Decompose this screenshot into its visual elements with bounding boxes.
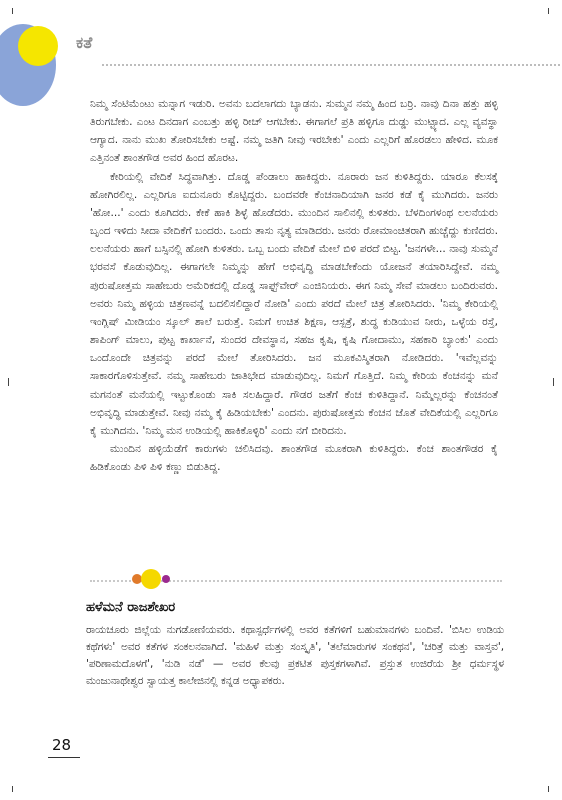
- crop-mark: [12, 786, 13, 792]
- story-paragraph: ನಿಮ್ಮ ಸೆಂಟಿಮೆಂಟು ಮನ್ನಾಗ ಇಡುರಿ. ಅವನು ಬದಲಾಗದು ಬ್ಯಾಡನು. ಸುಮ್ಮನ ನಮ್ಮ ಹಿಂದ ಬರ್ರಿ. ನಾವು ದಿನಾ ಹತ್ತು ಹಳ್ಳಿ ತಿರುಗಬೇಕು. ಎಂಟ ದಿನದಾಗ ಎಂಬತ್ತು ಹಳ್ಳಿ ರೀಚ್ ಆಗಬೇಕು. ಈಗಾಗಲೆ ಪ್ರತಿ ಹಳ್ಳಿಗೂ ದುಡ್ಡು ಮುಟ್ಟ್ಯಾದ. ಎಲ್ಲ ವ್ಯವಸ್ಥಾ ಆಗ್ಯಾದ. ನಾನು ಮುಖ ತೋರಿಸಬೇಕು ಅಷ್ಟೆ. ನಮ್ಮ ಜತಿಗಿ ನೀವು ಇರಬೇಕು' ಎಂದು ಎಲ್ಲರಿಗೆ ಹೊರಡಲು ಹೇಳಿದ. ಮೂಕ ಎತ್ತಿನಂತೆ ಶಾಂತಗೌಡ ಅವರ ಹಿಂದ ಹೊರಟ.: [90, 98, 498, 165]
- story-paragraph: ಕೇರಿಯಲ್ಲಿ ವೇದಿಕೆ ಸಿದ್ಧವಾಗಿತ್ತು. ದೊಡ್ಡ ಪೆಂಡಾಲು ಹಾಕಿದ್ದರು. ನೂರಾರು ಜನ ಕುಳಿತಿದ್ದರು. ಯಾರೂ ಕೆಲಸಕ್ಕೆ ಹೋಗಿರಲಿಲ್ಲ. ಎಲ್ಲರಿಗೂ ಐದುನೂರು ಕೊಟ್ಟಿದ್ದರು. ಬಂದವರೇ ಕೆಂಚನಾದಿಯಾಗಿ ಜನರ ಕಡೆ ಕೈ ಮುಗಿದರು. ಜನರು 'ಹೋ...' ಎಂದು ಕೂಗಿದರು. ಕೇಕೆ ಹಾಕಿ ಶಿಳ್ಳೆ ಹೊಡೆದರು. ಮುಂದಿನ ಸಾಲಿನಲ್ಲಿ ಕುಳಿತರು. ಬೆಳದಿಂಗಳಂಥ ಲಲನೆಯರು ಬೃಂದ ಇಳಿದು ಸೀದಾ ವೇದಿಕೆಗೆ ಬಂದರು. ಒಂದು ತಾಸು ನೃತ್ಯ ಮಾಡಿದರು. ಜನರು ರೋಮಾಂಚಿತರಾಗಿ ಹುಚ್ಚೆದ್ದು ಕುಣಿದರು. ಲಲನೆಯರು ಹಾಗೆ ಬಸ್ಸಿನಲ್ಲಿ ಹೋಗಿ ಕುಳಿತರು. ಒಬ್ಬ ಬಂದು ವೇದಿಕೆ ಮೇಲೆ ಬಿಳಿ ಪರದೆ ಬಿಟ್ಟ. 'ಜನಗಳೇ... ನಾವು ಸುಮ್ಮನೆ ಭರವಸೆ ಕೊಡುವುದಿಲ್ಲ. ಈಗಾಗಲೇ ನಿಮ್ಮನ್ನು ಹೇಗೆ ಅಭಿವೃದ್ಧಿ ಮಾಡಬೇಕೆಂದು ಯೋಜನೆ ತಯಾರಿಸಿದ್ದೇವೆ. ನಮ್ಮ ಪುರುಷೋತ್ತಮ ಸಾಹೇಬರು ಅಮೆರಿಕದಲ್ಲಿ ದೊಡ್ಡ ಸಾಫ್ಟ್‌ವೇರ್ ಎಂಜಿನಿಯರು. ಈಗ ನಿಮ್ಮ ಸೇವೆ ಮಾಡಲು ಬಂದಿರುವರು. ಅವರು ನಿಮ್ಮ ಹಳ್ಳಿಯ ಚಿತ್ರಣವನ್ನೆ ಬದಲಿಸಲಿದ್ದಾರೆ ನೋಡಿ' ಎಂದು ಪರದೆ ಮೇಲೆ ಚಿತ್ರ ತೋರಿಸಿದರು. 'ನಿಮ್ಮ ಕೇರಿಯಲ್ಲಿ ಇಂಗ್ಲಿಷ್ ಮೀಡಿಯಂ ಸ್ಕೂಲ್ ಶಾಲೆ ಬರುತ್ತೆ. ನಿಮಗೆ ಉಚಿತ ಶಿಕ್ಷಣ, ಆಸ್ಪತ್ರೆ, ಶುದ್ಧ ಕುಡಿಯುವ ನೀರು, ಒಳ್ಳೆಯ ರಸ್ತೆ, ಶಾಪಿಂಗ್ ಮಾಲು, ಪುಟ್ಟ ಕಾರ್ಖಾನೆ, ಸುಂದರ ದೇವಸ್ಥಾನ, ಸಹಜ ಕೃಷಿ, ಕೃಷಿ ಗೋದಾಮು, ಸಹಕಾರಿ ಬ್ಯಾಂಕು' ಎಂದು ಒಂದೊಂದೇ ಚಿತ್ರವನ್ನು ಪರದೆ ಮೇಲೆ ತೋರಿಸಿದರು. ಜನ ಮೂಕವಿಸ್ಮಿತರಾಗಿ ನೋಡಿದರು. 'ಇವೆಲ್ಲವನ್ನು ಸಾಕಾರಗೊಳಿಸುತ್ತೇವೆ. ನಮ್ಮ ಸಾಹೇಬರು ಜಾತಿಭೇದ ಮಾಡುವುದಿಲ್ಲ. ನಿಮಗೆ ಗೊತ್ತಿದೆ. ನಿಮ್ಮ ಕೇರಿಯ ಕೆಂಚನನ್ನು ಮನೆ ಮಗನಂತೆ ಮನೆಯಲ್ಲಿ ಇಟ್ಟುಕೊಂಡು ಸಾಕಿ ಸಲಹಿದ್ದಾರೆ. ಗೌಡರ ಜತೆಗೆ ಕೆಂಚ ಕುಳಿತಿದ್ದಾನೆ. ನಿಮ್ಮೆಲ್ಲರನ್ನು ಕೆಂಚನಂತೆ ಅಭಿವೃದ್ಧಿ ಮಾಡುತ್ತೇವೆ. ನೀವು ನಮ್ಮ ಕೈ ಹಿಡಿಯಬೇಕು' ಎಂದನು. ಪುರುಷೋತ್ತಮ ಕೆಂಚನ ಜೊತೆ ವೇದಿಕೆಯಲ್ಲಿ ಎಲ್ಲರಿಗೂ ಕೈ ಮುಗಿದನು. 'ನಿಮ್ಮ ಮನ ಉಡಿಯಲ್ಲಿ ಹಾಕಿಕೊಳ್ಳಿರಿ' ಎಂದು ನಗೆ ಬೀರಿದನು.: [90, 170, 498, 437]
- footer-rule: [48, 757, 80, 758]
- header-dotted-rule: [102, 64, 560, 66]
- crop-mark: [12, 8, 13, 14]
- separator-purple-dot: [162, 575, 170, 583]
- story-paragraph: ಮುಂದಿನ ಹಳ್ಳಿಯೆಡೆಗೆ ಕಾರುಗಳು ಚಲಿಸಿದವು. ಶಾಂತಗೌಡ ಮೂಕರಾಗಿ ಕುಳಿತಿದ್ದರು. ಕೆಂಚ ಶಾಂತಗೌಡರ ಕೈ ಹಿಡಿಕೊಂಡು ಪಿಳಿ ಪಿಳಿ ಕಣ್ಣು ಬಿಡುತಿದ್ದ.: [90, 442, 498, 474]
- page-number: 28: [52, 736, 72, 754]
- separator-yellow-dot: [141, 569, 161, 589]
- crop-mark: [8, 378, 9, 386]
- crop-mark: [548, 786, 549, 792]
- author-name: ಹಳೆಮನೆ ರಾಜಶೇಖರ: [86, 600, 176, 615]
- story-body: [90, 95, 498, 476]
- crop-mark: [548, 8, 549, 14]
- decorative-yellow-circle: [18, 26, 58, 66]
- author-bio: ರಾಯಚೂರು ಜಿಲ್ಲೆಯ ನುಗಡೋಣಿಯವರು. ಕಥಾಸ್ಪರ್ಧೆಗಳಲ್ಲಿ ಅವರ ಕತೆಗಳಿಗೆ ಬಹುಮಾನಗಳು ಬಂದಿವೆ. 'ಬಿಸಿಲ ಉಡಿಯ ಕಥೆಗಳು' ಅವರ ಕತೆಗಳ ಸಂಕಲನವಾಗಿದೆ. 'ಮಹಿಳೆ ಮತ್ತು ಸಂಸ್ಕೃತಿ', 'ತಲೆಮಾರುಗಳ ಸಂಕಥನ', 'ಚರಿತ್ರೆ ಮತ್ತು ವಾಸ್ತವ', 'ಪರಿಣಾಮದೊಳಗೆ', 'ನುಡಿ ನಡೆ' — ಅವರ ಕೆಲವು ಪ್ರಕಟಿತ ಪುಸ್ತಕಗಳಾಗಿವೆ. ಪ್ರಸ್ತುತ ಉಜಿರೆಯ ಶ್ರೀ ಧರ್ಮಸ್ಥಳ ಮಂಜುನಾಥೇಶ್ವರ ಸ್ವಾಯತ್ತ ಕಾಲೇಜಿನಲ್ಲಿ ಕನ್ನಡ ಅಧ್ಯಾಪಕರು.: [86, 624, 504, 687]
- crop-mark: [553, 378, 554, 386]
- section-title: ಕತೆ: [76, 33, 93, 52]
